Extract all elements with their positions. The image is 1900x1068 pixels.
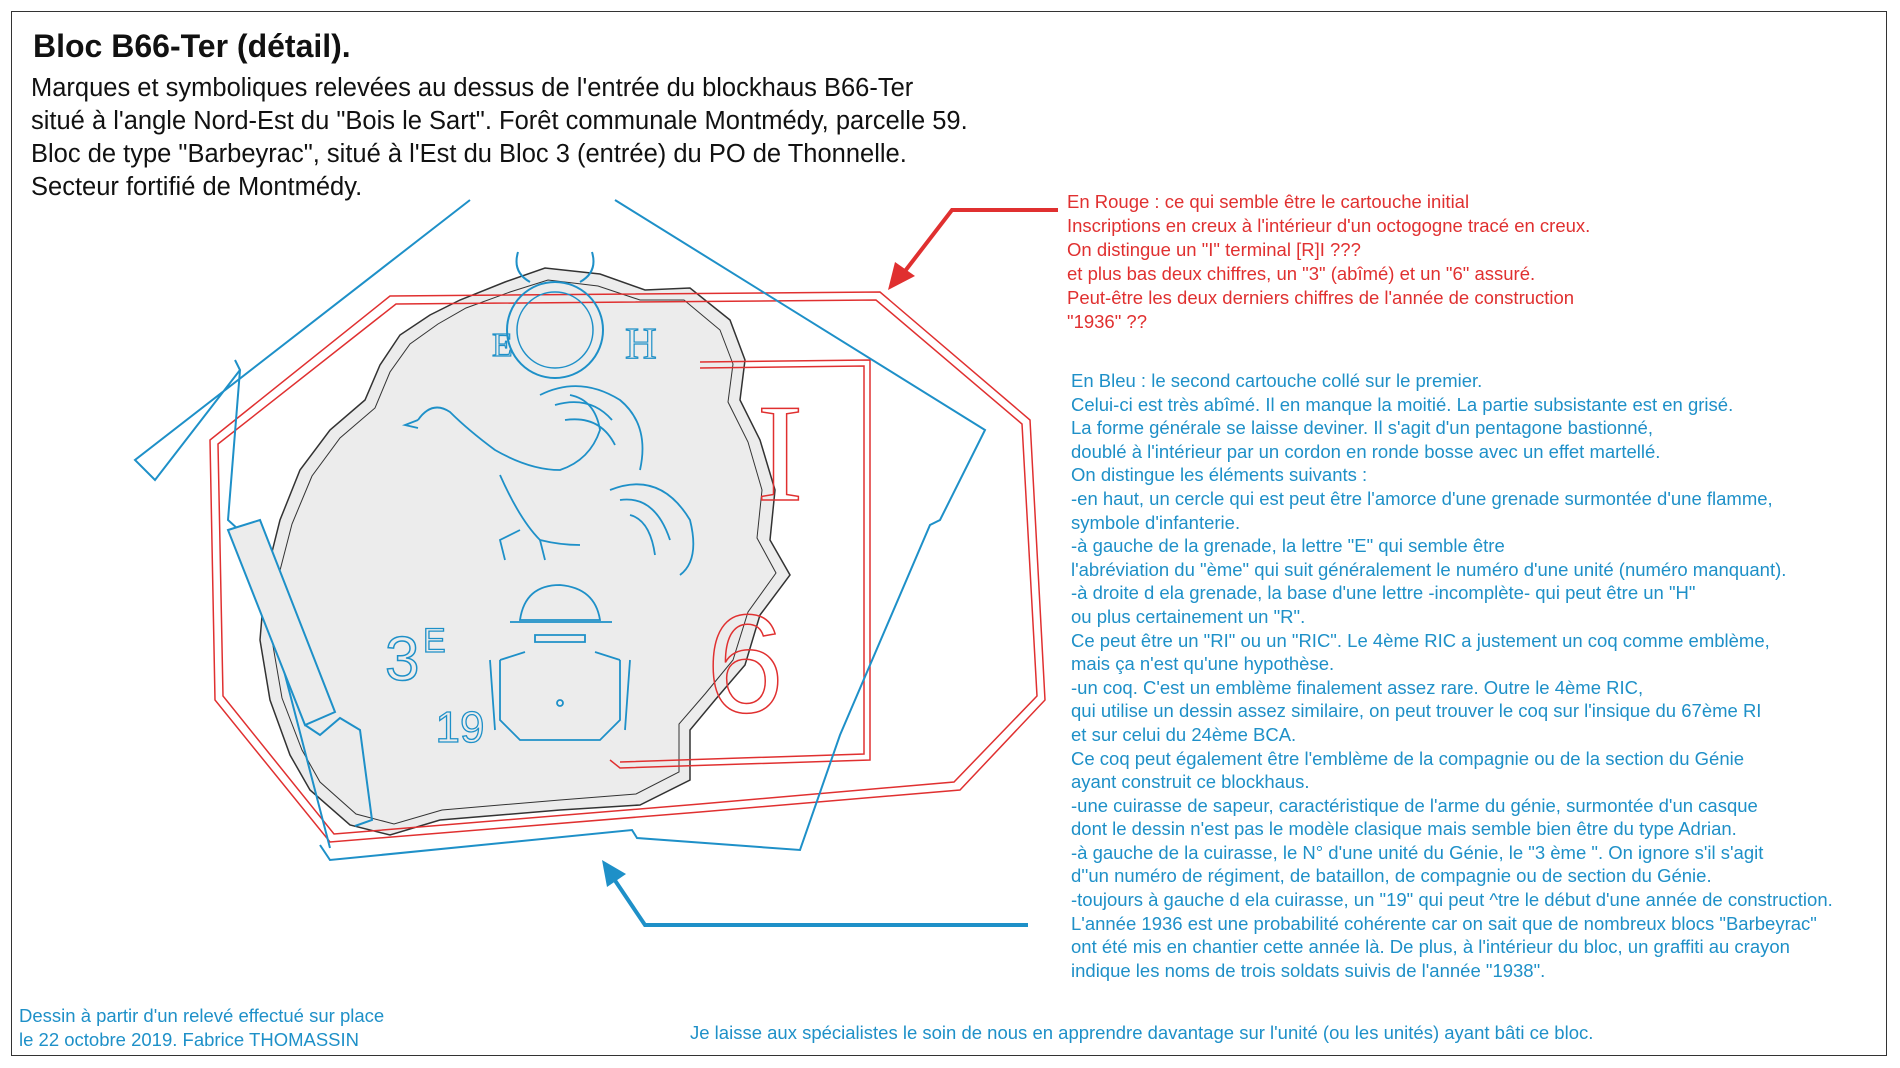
red-digit-6: 6 bbox=[706, 585, 784, 742]
footer-note: Je laisse aux spécialistes le soin de nous en apprendre davantage sur l'unité (ou les unités) ayant bâti ce bloc. bbox=[690, 1022, 1594, 1043]
credit-line: Dessin à partir d'un relevé effectué sur place bbox=[19, 1005, 385, 1026]
blue-letter-e: E bbox=[492, 327, 513, 364]
red-notes bbox=[1067, 190, 1590, 334]
blue-digit-3-suffix: E bbox=[423, 622, 446, 660]
drawing-credit bbox=[19, 1004, 384, 1052]
blue-note-line: -une cuirasse de sapeur, caractéristique de l'arme du génie, surmontée d'un casque bbox=[1071, 794, 1758, 816]
blue-digit-3: 3 bbox=[385, 625, 420, 694]
blue-note-line: d''un numéro de régiment, de bataillon, de compagnie ou de section du Génie. bbox=[1071, 865, 1712, 887]
intro-line: Marques et symboliques relevées au dessus de l'entrée du blockhaus B66-Ter bbox=[31, 74, 914, 102]
blue-note-line: -à droite d ela grenade, la base d'une lettre -incomplète- qui peut être un "H" bbox=[1071, 582, 1696, 604]
blue-note-line: En Bleu : le second cartouche collé sur le premier. bbox=[1071, 370, 1483, 391]
red-letter-i: I bbox=[756, 376, 804, 531]
red-note-line: En Rouge : ce qui semble être le cartouche initial bbox=[1067, 191, 1470, 212]
blue-digit-19: 19 bbox=[435, 703, 485, 752]
page-title: Bloc B66-Ter (détail). bbox=[33, 28, 351, 64]
blue-note-line: indique les noms de trois soldats suivis de l'année "1938". bbox=[1071, 959, 1546, 981]
intro-line: Secteur fortifié de Montmédy. bbox=[31, 173, 363, 201]
blue-note-line: -toujours à gauche d ela cuirasse, un "19" qui peut ^tre le début d'une année de construction. bbox=[1071, 889, 1833, 911]
blue-note-line: ou plus certainement un "R". bbox=[1071, 605, 1306, 627]
red-arrow bbox=[888, 210, 1058, 290]
red-note-line: On distingue un "I" terminal [R]I ??? bbox=[1067, 239, 1361, 260]
blue-note-line: ayant construit ce blockhaus. bbox=[1071, 771, 1310, 793]
blue-note-line: -un coq. C'est un emblème finalement assez rare. Outre le 4ème RIC, bbox=[1071, 676, 1644, 698]
blue-note-line: mais ça n'est qu'une hypothèse. bbox=[1071, 653, 1335, 675]
blue-note-line: et sur celui du 24ème BCA. bbox=[1071, 723, 1297, 745]
red-note-line: Inscriptions en creux à l'intérieur d'un octogogne tracé en creux. bbox=[1067, 215, 1591, 236]
blue-note-line: ont été mis en chantier cette année là. De plus, à l'intérieur du bloc, un graffiti au crayon bbox=[1071, 936, 1790, 958]
blue-note-line: symbole d'infanterie. bbox=[1071, 511, 1241, 533]
blue-notes bbox=[1071, 369, 1833, 982]
blue-note-line: qui utilise un dessin assez similaire, on peut trouver le coq sur l'insique du 67ème RI bbox=[1071, 700, 1762, 722]
blue-note-line: L'année 1936 est une probabilité cohérente car on sait que de nombreux blocs "Barbeyrac" bbox=[1071, 912, 1817, 934]
blue-note-line: -à gauche de la grenade, la lettre "E" qui semble être bbox=[1071, 535, 1505, 557]
blue-note-line: La forme générale se laisse deviner. Il s'agit d'un pentagone bastionné, bbox=[1071, 417, 1653, 439]
blue-arrow bbox=[602, 860, 1028, 925]
blue-note-line: dont le dessin n'est pas le modèle clasique mais semble bien être du type Adrian. bbox=[1071, 818, 1737, 840]
blue-note-line: Celui-ci est très abîmé. Il en manque la moitié. La partie subsistante est en grisé. bbox=[1071, 393, 1734, 415]
blue-note-line: Ce peut être un "RI" ou un "RIC". Le 4ème RIC a justement un coq comme emblème, bbox=[1071, 629, 1770, 651]
blue-note-line: Ce coq peut également être l'emblème de la compagnie ou de la section du Génie bbox=[1071, 747, 1745, 769]
blue-note-line: l'abréviation du "ème" qui suit généralement le numéro d'une unité (numéro manquant). bbox=[1071, 558, 1787, 580]
intro-line: Bloc de type "Barbeyrac", situé à l'Est du Bloc 3 (entrée) du PO de Thonnelle. bbox=[31, 140, 907, 168]
intro-line: situé à l'angle Nord-Est du "Bois le Sart". Forêt communale Montmédy, parcelle 59. bbox=[31, 107, 968, 135]
red-note-line: "1936" ?? bbox=[1067, 311, 1148, 332]
blue-note-line: -en haut, un cercle qui est peut être l'amorce d'une grenade surmontée d'une flamme, bbox=[1071, 487, 1773, 509]
red-note-line: et plus bas deux chiffres, un "3" (abîmé) et un "6" assuré. bbox=[1067, 263, 1536, 284]
red-note-line: Peut-être les deux derniers chiffres de l'année de construction bbox=[1067, 287, 1575, 308]
blue-letter-h: H bbox=[625, 319, 657, 368]
blue-note-line: On distingue les éléments suivants : bbox=[1071, 464, 1368, 486]
blue-note-line: -à gauche de la cuirasse, le N° d'une unité du Génie, le "3 ème ". On ignore s'il s'agit bbox=[1071, 841, 1764, 863]
credit-line: le 22 octobre 2019. Fabrice THOMASSIN bbox=[19, 1029, 360, 1050]
blue-note-line: doublé à l'intérieur par un cordon en ronde bosse avec un effet martellé. bbox=[1071, 440, 1661, 462]
